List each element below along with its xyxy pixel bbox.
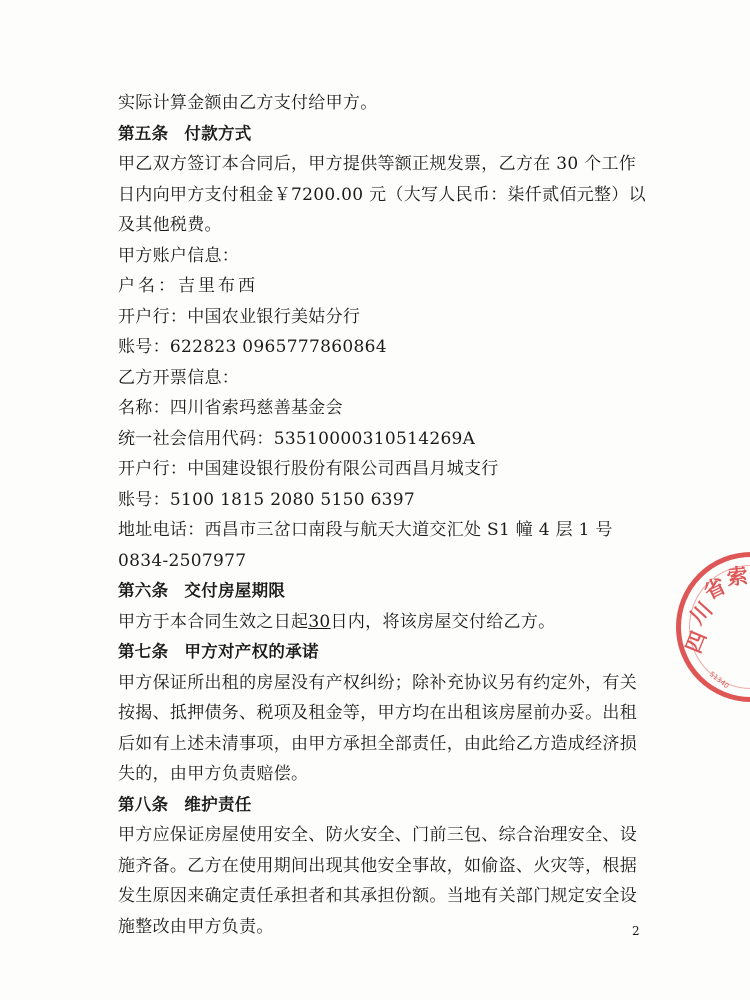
text-segment: 日内，将该房屋交付给乙方。 [330,611,556,632]
seal-code-fragment: 51340 [707,670,731,691]
section-heading-5 [118,119,648,150]
section-title: 付款方式 [184,123,252,143]
text-line: 甲方应保证房屋使用安全、防火安全、门前三包、综合治理安全、设 [118,825,637,845]
seal-char: 川 [685,597,718,630]
text-line: 开户行：中国农业银行美姑分行 [118,306,361,327]
section-title: 甲方对产权的承诺 [184,642,319,661]
section-title: 维护责任 [184,794,252,814]
text-line: 开户行：中国建设银行股份有限公司西昌月城支行 [118,459,499,479]
document-body [118,88,648,942]
text-line: 施齐备。乙方在使用期间出现其他安全事故，如偷盗、火灾等，根据 [118,855,637,876]
underlined-days: 30 [308,611,331,632]
text-line: 实际计算金额由乙方支付给甲方。 [118,93,378,113]
section-heading-8 [118,790,648,821]
section-number: 第六条 [118,581,169,600]
text-line: 0834-2507977 [118,550,247,571]
text-line: 按揭、抵押债务、税项及租金等，甲方均在出租该房屋前办妥。出租 [118,703,637,723]
text-line: 地址电话：西昌市三岔口南段与航天大道交汇处 S1 幢 4 层 1 号 [118,520,613,540]
text-line: 账号：622823 0965777860864 [118,337,387,357]
section-number: 第八条 [118,794,169,814]
account-name-line: 户名：吉里布西 [118,276,258,296]
seal-char: 省 [700,573,730,605]
text-line: 日内向甲方支付租金￥7200.00 元（大写人民币：柒仟贰佰元整）以 [118,184,646,205]
text-line: 施整改由甲方负责。 [118,916,274,937]
text-line: 名称：四川省索玛慈善基金会 [118,398,343,418]
text-line: 甲方保证所出租的房屋没有产权纠纷；除补充协议另有约定外，有关 [118,672,637,693]
section-number: 第五条 [118,123,169,143]
text-segment: 甲方于本合同生效之日起 [118,611,309,632]
text-line: 发生原因来确定责任承担者和其承担份额。当地有关部门规定安全设 [118,886,637,906]
text-line: 及其他税费。 [118,215,222,235]
text-line: 失的，由甲方负责赔偿。 [118,764,309,784]
official-seal-stamp [676,552,750,702]
seal-char: 四 [681,627,712,657]
text-line: 乙方开票信息： [118,367,240,388]
section-number: 第七条 [118,642,169,661]
text-line: 甲乙双方签订本合同后，甲方提供等额正规发票，乙方在 30 个工作 [118,154,637,174]
seal-char: 索 [725,563,750,590]
text-line: 统一社会信用代码：53510000310514269A [118,428,476,449]
section-heading-7 [118,637,648,668]
text-line [118,607,648,638]
seal-lettering [681,557,750,697]
section-title: 交付房屋期限 [184,581,286,600]
text-line: 甲方账户信息： [118,245,240,266]
text-line: 账号：5100 1815 2080 5150 6397 [118,489,416,510]
section-heading-6 [118,576,648,607]
text-line: 后如有上述未清事项，由甲方承担全部责任，由此给乙方造成经济损 [118,733,637,754]
page-number: 2 [632,924,640,938]
